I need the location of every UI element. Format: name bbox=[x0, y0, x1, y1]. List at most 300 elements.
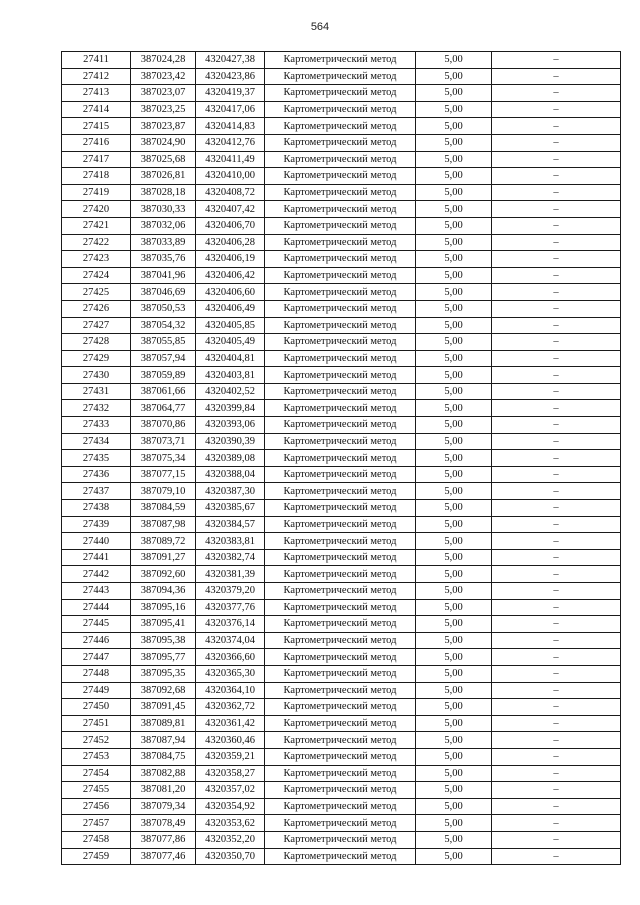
point-number-cell: 27455 bbox=[62, 782, 131, 799]
y-coordinate-cell: 4320414,83 bbox=[196, 118, 265, 135]
accuracy-cell: 5,00 bbox=[416, 300, 492, 317]
method-cell: Картометрический метод bbox=[265, 367, 416, 384]
x-coordinate-cell: 387095,41 bbox=[131, 616, 196, 633]
table-row bbox=[62, 168, 621, 185]
method-cell: Картометрический метод bbox=[265, 52, 416, 69]
method-cell: Картометрический метод bbox=[265, 383, 416, 400]
note-cell: – bbox=[492, 682, 621, 699]
table-row bbox=[62, 699, 621, 716]
table-row bbox=[62, 217, 621, 234]
y-coordinate-cell: 4320405,85 bbox=[196, 317, 265, 334]
accuracy-cell: 5,00 bbox=[416, 732, 492, 749]
table-row bbox=[62, 632, 621, 649]
point-number-cell: 27442 bbox=[62, 566, 131, 583]
table-body bbox=[62, 52, 621, 865]
method-cell: Картометрический метод bbox=[265, 450, 416, 467]
note-cell: – bbox=[492, 201, 621, 218]
note-cell: – bbox=[492, 616, 621, 633]
point-number-cell: 27436 bbox=[62, 466, 131, 483]
table-row bbox=[62, 300, 621, 317]
method-cell: Картометрический метод bbox=[265, 483, 416, 500]
x-coordinate-cell: 387091,45 bbox=[131, 699, 196, 716]
point-number-cell: 27438 bbox=[62, 500, 131, 517]
table-row bbox=[62, 184, 621, 201]
x-coordinate-cell: 387077,46 bbox=[131, 848, 196, 865]
accuracy-cell: 5,00 bbox=[416, 52, 492, 69]
method-cell: Картометрический метод bbox=[265, 848, 416, 865]
y-coordinate-cell: 4320359,21 bbox=[196, 748, 265, 765]
table-row bbox=[62, 151, 621, 168]
x-coordinate-cell: 387028,18 bbox=[131, 184, 196, 201]
note-cell: – bbox=[492, 732, 621, 749]
method-cell: Картометрический метод bbox=[265, 267, 416, 284]
x-coordinate-cell: 387055,85 bbox=[131, 334, 196, 351]
method-cell: Картометрический метод bbox=[265, 466, 416, 483]
y-coordinate-cell: 4320427,38 bbox=[196, 52, 265, 69]
note-cell: – bbox=[492, 583, 621, 600]
method-cell: Картометрический метод bbox=[265, 599, 416, 616]
point-number-cell: 27422 bbox=[62, 234, 131, 251]
method-cell: Картометрический метод bbox=[265, 715, 416, 732]
accuracy-cell: 5,00 bbox=[416, 699, 492, 716]
table-row bbox=[62, 848, 621, 865]
point-number-cell: 27448 bbox=[62, 665, 131, 682]
y-coordinate-cell: 4320408,72 bbox=[196, 184, 265, 201]
note-cell: – bbox=[492, 417, 621, 434]
y-coordinate-cell: 4320406,60 bbox=[196, 284, 265, 301]
note-cell: – bbox=[492, 665, 621, 682]
table-row bbox=[62, 815, 621, 832]
table-row bbox=[62, 417, 621, 434]
x-coordinate-cell: 387059,89 bbox=[131, 367, 196, 384]
point-number-cell: 27444 bbox=[62, 599, 131, 616]
x-coordinate-cell: 387057,94 bbox=[131, 350, 196, 367]
table-row bbox=[62, 732, 621, 749]
note-cell: – bbox=[492, 831, 621, 848]
y-coordinate-cell: 4320403,81 bbox=[196, 367, 265, 384]
y-coordinate-cell: 4320406,28 bbox=[196, 234, 265, 251]
note-cell: – bbox=[492, 500, 621, 517]
point-number-cell: 27417 bbox=[62, 151, 131, 168]
table-row bbox=[62, 715, 621, 732]
point-number-cell: 27421 bbox=[62, 217, 131, 234]
accuracy-cell: 5,00 bbox=[416, 665, 492, 682]
x-coordinate-cell: 387087,94 bbox=[131, 732, 196, 749]
method-cell: Картометрический метод bbox=[265, 649, 416, 666]
accuracy-cell: 5,00 bbox=[416, 483, 492, 500]
x-coordinate-cell: 387024,90 bbox=[131, 134, 196, 151]
x-coordinate-cell: 387041,96 bbox=[131, 267, 196, 284]
note-cell: – bbox=[492, 251, 621, 268]
point-number-cell: 27419 bbox=[62, 184, 131, 201]
note-cell: – bbox=[492, 649, 621, 666]
accuracy-cell: 5,00 bbox=[416, 134, 492, 151]
table-row bbox=[62, 549, 621, 566]
table-row bbox=[62, 748, 621, 765]
method-cell: Картометрический метод bbox=[265, 168, 416, 185]
note-cell: – bbox=[492, 549, 621, 566]
table-row bbox=[62, 450, 621, 467]
point-number-cell: 27458 bbox=[62, 831, 131, 848]
method-cell: Картометрический метод bbox=[265, 782, 416, 799]
x-coordinate-cell: 387092,68 bbox=[131, 682, 196, 699]
accuracy-cell: 5,00 bbox=[416, 450, 492, 467]
y-coordinate-cell: 4320365,30 bbox=[196, 665, 265, 682]
table-row bbox=[62, 101, 621, 118]
note-cell: – bbox=[492, 433, 621, 450]
method-cell: Картометрический метод bbox=[265, 251, 416, 268]
point-number-cell: 27429 bbox=[62, 350, 131, 367]
y-coordinate-cell: 4320358,27 bbox=[196, 765, 265, 782]
x-coordinate-cell: 387023,07 bbox=[131, 85, 196, 102]
note-cell: – bbox=[492, 715, 621, 732]
y-coordinate-cell: 4320405,49 bbox=[196, 334, 265, 351]
y-coordinate-cell: 4320423,86 bbox=[196, 68, 265, 85]
accuracy-cell: 5,00 bbox=[416, 516, 492, 533]
accuracy-cell: 5,00 bbox=[416, 500, 492, 517]
table-row bbox=[62, 433, 621, 450]
point-number-cell: 27431 bbox=[62, 383, 131, 400]
note-cell: – bbox=[492, 632, 621, 649]
point-number-cell: 27456 bbox=[62, 798, 131, 815]
table-row bbox=[62, 483, 621, 500]
x-coordinate-cell: 387094,36 bbox=[131, 583, 196, 600]
note-cell: – bbox=[492, 798, 621, 815]
note-cell: – bbox=[492, 168, 621, 185]
y-coordinate-cell: 4320382,74 bbox=[196, 549, 265, 566]
method-cell: Картометрический метод bbox=[265, 748, 416, 765]
y-coordinate-cell: 4320399,84 bbox=[196, 400, 265, 417]
point-number-cell: 27447 bbox=[62, 649, 131, 666]
method-cell: Картометрический метод bbox=[265, 682, 416, 699]
y-coordinate-cell: 4320419,37 bbox=[196, 85, 265, 102]
method-cell: Картометрический метод bbox=[265, 699, 416, 716]
accuracy-cell: 5,00 bbox=[416, 350, 492, 367]
table-row bbox=[62, 533, 621, 550]
accuracy-cell: 5,00 bbox=[416, 616, 492, 633]
accuracy-cell: 5,00 bbox=[416, 417, 492, 434]
point-number-cell: 27441 bbox=[62, 549, 131, 566]
method-cell: Картометрический метод bbox=[265, 831, 416, 848]
note-cell: – bbox=[492, 748, 621, 765]
table-row bbox=[62, 52, 621, 69]
x-coordinate-cell: 387082,88 bbox=[131, 765, 196, 782]
note-cell: – bbox=[492, 217, 621, 234]
table-row bbox=[62, 782, 621, 799]
x-coordinate-cell: 387079,10 bbox=[131, 483, 196, 500]
point-number-cell: 27451 bbox=[62, 715, 131, 732]
coordinates-table bbox=[61, 51, 621, 865]
y-coordinate-cell: 4320417,06 bbox=[196, 101, 265, 118]
y-coordinate-cell: 4320410,00 bbox=[196, 168, 265, 185]
accuracy-cell: 5,00 bbox=[416, 400, 492, 417]
y-coordinate-cell: 4320388,04 bbox=[196, 466, 265, 483]
method-cell: Картометрический метод bbox=[265, 549, 416, 566]
accuracy-cell: 5,00 bbox=[416, 848, 492, 865]
y-coordinate-cell: 4320407,42 bbox=[196, 201, 265, 218]
accuracy-cell: 5,00 bbox=[416, 184, 492, 201]
table-row bbox=[62, 85, 621, 102]
point-number-cell: 27411 bbox=[62, 52, 131, 69]
accuracy-cell: 5,00 bbox=[416, 68, 492, 85]
point-number-cell: 27432 bbox=[62, 400, 131, 417]
point-number-cell: 27424 bbox=[62, 267, 131, 284]
method-cell: Картометрический метод bbox=[265, 583, 416, 600]
point-number-cell: 27435 bbox=[62, 450, 131, 467]
point-number-cell: 27416 bbox=[62, 134, 131, 151]
point-number-cell: 27413 bbox=[62, 85, 131, 102]
table-row bbox=[62, 350, 621, 367]
point-number-cell: 27445 bbox=[62, 616, 131, 633]
method-cell: Картометрический метод bbox=[265, 765, 416, 782]
note-cell: – bbox=[492, 383, 621, 400]
table-row bbox=[62, 466, 621, 483]
table-row bbox=[62, 831, 621, 848]
table-row bbox=[62, 317, 621, 334]
x-coordinate-cell: 387079,34 bbox=[131, 798, 196, 815]
note-cell: – bbox=[492, 782, 621, 799]
accuracy-cell: 5,00 bbox=[416, 632, 492, 649]
accuracy-cell: 5,00 bbox=[416, 549, 492, 566]
x-coordinate-cell: 387077,86 bbox=[131, 831, 196, 848]
method-cell: Картометрический метод bbox=[265, 798, 416, 815]
accuracy-cell: 5,00 bbox=[416, 433, 492, 450]
y-coordinate-cell: 4320381,39 bbox=[196, 566, 265, 583]
y-coordinate-cell: 4320412,76 bbox=[196, 134, 265, 151]
method-cell: Картометрический метод bbox=[265, 616, 416, 633]
y-coordinate-cell: 4320402,52 bbox=[196, 383, 265, 400]
x-coordinate-cell: 387064,77 bbox=[131, 400, 196, 417]
method-cell: Картометрический метод bbox=[265, 118, 416, 135]
note-cell: – bbox=[492, 765, 621, 782]
x-coordinate-cell: 387095,38 bbox=[131, 632, 196, 649]
note-cell: – bbox=[492, 184, 621, 201]
table-row bbox=[62, 500, 621, 517]
point-number-cell: 27437 bbox=[62, 483, 131, 500]
table-row bbox=[62, 516, 621, 533]
table-row bbox=[62, 649, 621, 666]
x-coordinate-cell: 387023,87 bbox=[131, 118, 196, 135]
method-cell: Картометрический метод bbox=[265, 815, 416, 832]
table-row bbox=[62, 583, 621, 600]
accuracy-cell: 5,00 bbox=[416, 533, 492, 550]
accuracy-cell: 5,00 bbox=[416, 267, 492, 284]
accuracy-cell: 5,00 bbox=[416, 151, 492, 168]
method-cell: Картометрический метод bbox=[265, 134, 416, 151]
table-row bbox=[62, 566, 621, 583]
accuracy-cell: 5,00 bbox=[416, 317, 492, 334]
note-cell: – bbox=[492, 566, 621, 583]
table-row bbox=[62, 616, 621, 633]
accuracy-cell: 5,00 bbox=[416, 566, 492, 583]
accuracy-cell: 5,00 bbox=[416, 383, 492, 400]
note-cell: – bbox=[492, 68, 621, 85]
method-cell: Картометрический метод bbox=[265, 201, 416, 218]
point-number-cell: 27415 bbox=[62, 118, 131, 135]
method-cell: Картометрический метод bbox=[265, 151, 416, 168]
accuracy-cell: 5,00 bbox=[416, 831, 492, 848]
y-coordinate-cell: 4320360,46 bbox=[196, 732, 265, 749]
x-coordinate-cell: 387023,42 bbox=[131, 68, 196, 85]
method-cell: Картометрический метод bbox=[265, 85, 416, 102]
x-coordinate-cell: 387077,15 bbox=[131, 466, 196, 483]
page-number: 564 bbox=[310, 21, 330, 33]
method-cell: Картометрический метод bbox=[265, 533, 416, 550]
note-cell: – bbox=[492, 367, 621, 384]
x-coordinate-cell: 387089,72 bbox=[131, 533, 196, 550]
x-coordinate-cell: 387095,77 bbox=[131, 649, 196, 666]
point-number-cell: 27440 bbox=[62, 533, 131, 550]
x-coordinate-cell: 387092,60 bbox=[131, 566, 196, 583]
accuracy-cell: 5,00 bbox=[416, 765, 492, 782]
accuracy-cell: 5,00 bbox=[416, 284, 492, 301]
y-coordinate-cell: 4320406,49 bbox=[196, 300, 265, 317]
note-cell: – bbox=[492, 400, 621, 417]
y-coordinate-cell: 4320353,62 bbox=[196, 815, 265, 832]
y-coordinate-cell: 4320357,02 bbox=[196, 782, 265, 799]
x-coordinate-cell: 387061,66 bbox=[131, 383, 196, 400]
point-number-cell: 27449 bbox=[62, 682, 131, 699]
note-cell: – bbox=[492, 699, 621, 716]
y-coordinate-cell: 4320406,42 bbox=[196, 267, 265, 284]
x-coordinate-cell: 387032,06 bbox=[131, 217, 196, 234]
point-number-cell: 27420 bbox=[62, 201, 131, 218]
table-row bbox=[62, 765, 621, 782]
point-number-cell: 27443 bbox=[62, 583, 131, 600]
note-cell: – bbox=[492, 483, 621, 500]
table-row bbox=[62, 682, 621, 699]
point-number-cell: 27457 bbox=[62, 815, 131, 832]
y-coordinate-cell: 4320404,81 bbox=[196, 350, 265, 367]
x-coordinate-cell: 387026,81 bbox=[131, 168, 196, 185]
table-row bbox=[62, 251, 621, 268]
table-row bbox=[62, 383, 621, 400]
note-cell: – bbox=[492, 334, 621, 351]
table-row bbox=[62, 665, 621, 682]
y-coordinate-cell: 4320379,20 bbox=[196, 583, 265, 600]
y-coordinate-cell: 4320374,04 bbox=[196, 632, 265, 649]
method-cell: Картометрический метод bbox=[265, 400, 416, 417]
x-coordinate-cell: 387070,86 bbox=[131, 417, 196, 434]
note-cell: – bbox=[492, 52, 621, 69]
accuracy-cell: 5,00 bbox=[416, 583, 492, 600]
method-cell: Картометрический метод bbox=[265, 284, 416, 301]
point-number-cell: 27453 bbox=[62, 748, 131, 765]
note-cell: – bbox=[492, 234, 621, 251]
accuracy-cell: 5,00 bbox=[416, 217, 492, 234]
method-cell: Картометрический метод bbox=[265, 184, 416, 201]
note-cell: – bbox=[492, 118, 621, 135]
accuracy-cell: 5,00 bbox=[416, 367, 492, 384]
x-coordinate-cell: 387023,25 bbox=[131, 101, 196, 118]
method-cell: Картометрический метод bbox=[265, 101, 416, 118]
point-number-cell: 27446 bbox=[62, 632, 131, 649]
accuracy-cell: 5,00 bbox=[416, 782, 492, 799]
x-coordinate-cell: 387084,59 bbox=[131, 500, 196, 517]
x-coordinate-cell: 387087,98 bbox=[131, 516, 196, 533]
note-cell: – bbox=[492, 815, 621, 832]
y-coordinate-cell: 4320385,67 bbox=[196, 500, 265, 517]
point-number-cell: 27454 bbox=[62, 765, 131, 782]
x-coordinate-cell: 387035,76 bbox=[131, 251, 196, 268]
x-coordinate-cell: 387095,16 bbox=[131, 599, 196, 616]
x-coordinate-cell: 387046,69 bbox=[131, 284, 196, 301]
accuracy-cell: 5,00 bbox=[416, 715, 492, 732]
y-coordinate-cell: 4320389,08 bbox=[196, 450, 265, 467]
note-cell: – bbox=[492, 350, 621, 367]
table-row bbox=[62, 400, 621, 417]
point-number-cell: 27450 bbox=[62, 699, 131, 716]
point-number-cell: 27423 bbox=[62, 251, 131, 268]
accuracy-cell: 5,00 bbox=[416, 682, 492, 699]
method-cell: Картометрический метод bbox=[265, 433, 416, 450]
point-number-cell: 27459 bbox=[62, 848, 131, 865]
accuracy-cell: 5,00 bbox=[416, 649, 492, 666]
method-cell: Картометрический метод bbox=[265, 234, 416, 251]
method-cell: Картометрический метод bbox=[265, 350, 416, 367]
accuracy-cell: 5,00 bbox=[416, 85, 492, 102]
note-cell: – bbox=[492, 134, 621, 151]
x-coordinate-cell: 387033,89 bbox=[131, 234, 196, 251]
x-coordinate-cell: 387024,28 bbox=[131, 52, 196, 69]
note-cell: – bbox=[492, 267, 621, 284]
point-number-cell: 27452 bbox=[62, 732, 131, 749]
point-number-cell: 27427 bbox=[62, 317, 131, 334]
table-row bbox=[62, 798, 621, 815]
note-cell: – bbox=[492, 848, 621, 865]
x-coordinate-cell: 387081,20 bbox=[131, 782, 196, 799]
y-coordinate-cell: 4320352,20 bbox=[196, 831, 265, 848]
point-number-cell: 27433 bbox=[62, 417, 131, 434]
y-coordinate-cell: 4320354,92 bbox=[196, 798, 265, 815]
note-cell: – bbox=[492, 317, 621, 334]
table-row bbox=[62, 134, 621, 151]
y-coordinate-cell: 4320390,39 bbox=[196, 433, 265, 450]
note-cell: – bbox=[492, 450, 621, 467]
note-cell: – bbox=[492, 85, 621, 102]
point-number-cell: 27434 bbox=[62, 433, 131, 450]
method-cell: Картометрический метод bbox=[265, 68, 416, 85]
x-coordinate-cell: 387075,34 bbox=[131, 450, 196, 467]
y-coordinate-cell: 4320411,49 bbox=[196, 151, 265, 168]
method-cell: Картометрический метод bbox=[265, 417, 416, 434]
point-number-cell: 27412 bbox=[62, 68, 131, 85]
y-coordinate-cell: 4320406,70 bbox=[196, 217, 265, 234]
y-coordinate-cell: 4320384,57 bbox=[196, 516, 265, 533]
y-coordinate-cell: 4320362,72 bbox=[196, 699, 265, 716]
method-cell: Картометрический метод bbox=[265, 300, 416, 317]
table-row bbox=[62, 599, 621, 616]
accuracy-cell: 5,00 bbox=[416, 748, 492, 765]
table-row bbox=[62, 234, 621, 251]
method-cell: Картометрический метод bbox=[265, 732, 416, 749]
note-cell: – bbox=[492, 300, 621, 317]
method-cell: Картометрический метод bbox=[265, 500, 416, 517]
table-row bbox=[62, 367, 621, 384]
point-number-cell: 27439 bbox=[62, 516, 131, 533]
point-number-cell: 27425 bbox=[62, 284, 131, 301]
accuracy-cell: 5,00 bbox=[416, 168, 492, 185]
accuracy-cell: 5,00 bbox=[416, 334, 492, 351]
accuracy-cell: 5,00 bbox=[416, 118, 492, 135]
method-cell: Картометрический метод bbox=[265, 516, 416, 533]
x-coordinate-cell: 387091,27 bbox=[131, 549, 196, 566]
x-coordinate-cell: 387030,33 bbox=[131, 201, 196, 218]
method-cell: Картометрический метод bbox=[265, 566, 416, 583]
table-row bbox=[62, 267, 621, 284]
table-row bbox=[62, 201, 621, 218]
y-coordinate-cell: 4320364,10 bbox=[196, 682, 265, 699]
